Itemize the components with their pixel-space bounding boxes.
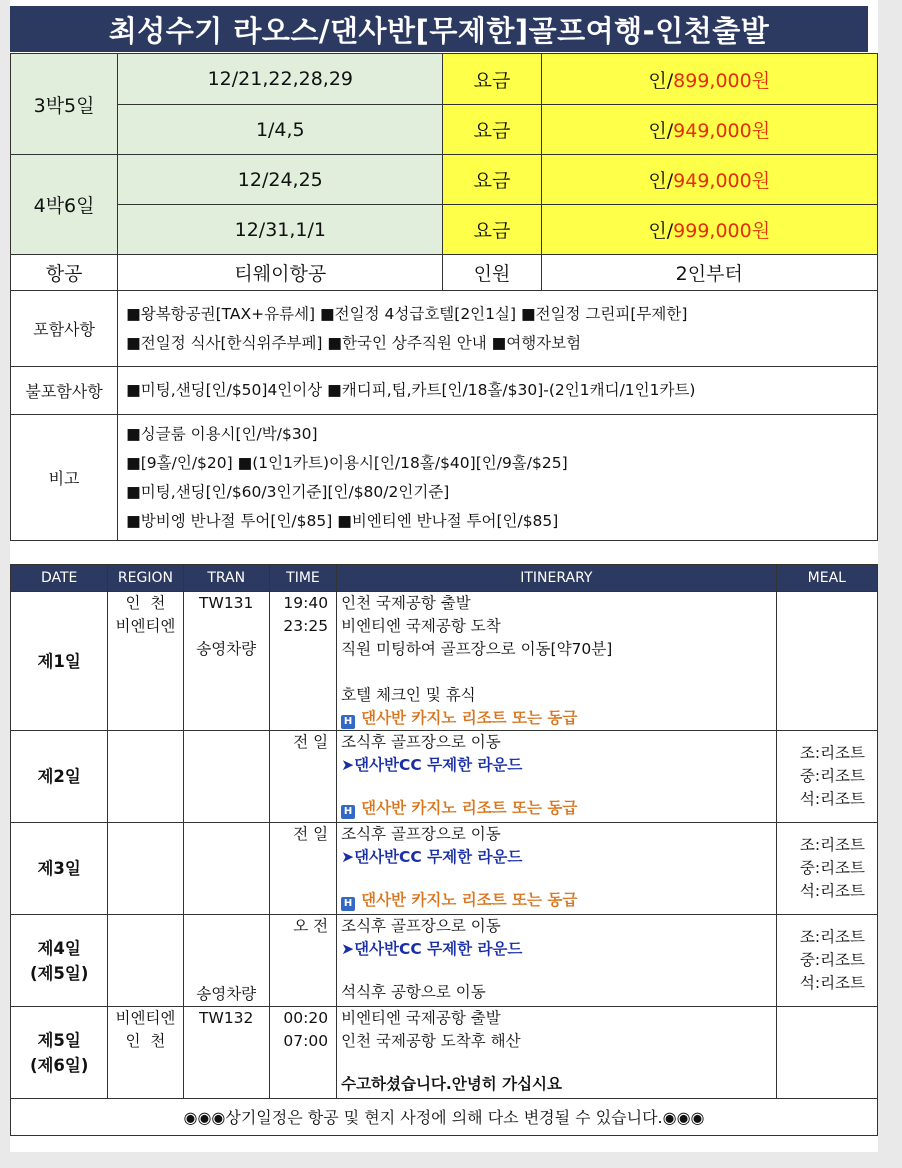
meal-line: 중:리조트 [799, 951, 865, 969]
itinerary-line: 인천 국제공항 도착후 해산 [341, 1032, 521, 1050]
itinerary-line: 조식후 골프장으로 이동 [341, 825, 501, 843]
day-label: 제2일 [11, 731, 108, 823]
region-line: 비엔티엔 [115, 617, 176, 635]
tran-cell [183, 823, 269, 915]
itinerary-cell [337, 823, 777, 915]
region-cell [108, 592, 183, 731]
hotel-name: 댄사반 카지노 리조트 또는 동급 [361, 891, 578, 909]
day-row [11, 1007, 878, 1099]
day-row [11, 592, 878, 731]
itinerary-cell [337, 731, 777, 823]
hotel-line [341, 889, 776, 912]
header-region: REGION [108, 565, 183, 592]
itinerary-line: 조식후 골프장으로 이동 [341, 733, 501, 751]
golf-line: ➤댄사반CC 무제한 라운드 [341, 848, 523, 866]
duration-cell: 3박5일 [11, 54, 118, 155]
pax-label: 인원 [443, 255, 541, 291]
meal-line: 석:리조트 [799, 790, 865, 808]
price-cell [541, 54, 878, 105]
departure-dates: 1/4,5 [118, 105, 443, 155]
meal-cell [776, 731, 877, 823]
tran-cell [183, 915, 269, 1007]
time-line: 23:25 [283, 617, 329, 635]
golf-line: ➤댄사반CC 무제한 라운드 [341, 940, 523, 958]
tran-line: 송영차량 [196, 985, 257, 1003]
meal-cell [776, 915, 877, 1007]
notes-list [118, 415, 878, 541]
itinerary-cell [337, 1007, 777, 1099]
hotel-icon: H [341, 805, 355, 819]
time-line: 전 일 [293, 733, 329, 751]
itinerary-line: 석식후 공항으로 이동 [341, 983, 486, 1001]
itinerary-line: 호텔 체크인 및 휴식 [341, 686, 476, 704]
hotel-icon: H [341, 715, 355, 729]
tran-line [184, 615, 269, 638]
itinerary-line: 조식후 골프장으로 이동 [341, 917, 501, 935]
airline-value: 티웨이항공 [118, 255, 443, 291]
meal-line: 중:리조트 [799, 859, 865, 877]
fee-label: 요금 [443, 155, 541, 205]
price-table [10, 53, 878, 541]
meal-cell [776, 592, 877, 731]
region-cell [108, 731, 183, 823]
meal-line: 석:리조트 [799, 974, 865, 992]
page-title: 최성수기 라오스/댄사반[무제한]골프여행-인천출발 [10, 6, 868, 52]
region-line: 비엔티엔 [115, 1009, 176, 1027]
meal-cell [776, 823, 877, 915]
header-tran: TRAN [183, 565, 269, 592]
day-row [11, 731, 878, 823]
region-cell [108, 915, 183, 1007]
airline-label: 항공 [11, 255, 118, 291]
header-itinerary: ITINERARY [337, 565, 777, 592]
duration-cell: 4박6일 [11, 155, 118, 255]
fee-label: 요금 [443, 54, 541, 105]
header-date: DATE [11, 565, 108, 592]
fee-label: 요금 [443, 105, 541, 155]
time-cell [269, 915, 336, 1007]
footer-notice: ◉◉◉상기일정은 항공 및 현지 사정에 의해 다소 변경될 수 있습니다.◉◉◉ [11, 1099, 878, 1136]
day-label [11, 1007, 108, 1099]
time-cell [269, 592, 336, 731]
price-amount: 949,000원 [673, 120, 771, 142]
meal-cell [776, 1007, 877, 1099]
notes-label: 비고 [11, 415, 118, 541]
day-label: 제3일 [11, 823, 108, 915]
included-line: ■전일정 식사[한식위주부페] ■한국인 상주직원 안내 ■여행자보험 [126, 333, 582, 352]
excluded-label: 불포함사항 [11, 367, 118, 415]
fee-label: 요금 [443, 205, 541, 255]
meal-line: 석:리조트 [799, 882, 865, 900]
departure-dates: 12/21,22,28,29 [118, 54, 443, 105]
time-line: 00:20 [283, 1009, 329, 1027]
region-cell [108, 1007, 183, 1099]
region-line: 인 천 [125, 594, 166, 612]
tran-cell [183, 592, 269, 731]
itinerary-line: 비엔티엔 국제공항 도착 [341, 617, 501, 635]
day-subtitle: (제5일) [29, 963, 89, 983]
header-meal: MEAL [776, 565, 877, 592]
tran-cell [183, 731, 269, 823]
included-line: ■왕복항공권[TAX+유류세] ■전일정 4성급호텔[2인1실] ■전일정 그린피[무제한] [126, 304, 688, 323]
closing-line: 수고하셨습니다.안녕히 가십시요 [341, 1075, 563, 1093]
hotel-line [341, 797, 776, 820]
notes-line: ■[9홀/인/$20] ■(1인1카트)이용시[인/18홀/$40][인/9홀/$25] [126, 453, 568, 472]
day-title: 제4일 [37, 938, 81, 958]
tran-line: TW131 [199, 594, 254, 612]
itinerary-line: 비엔티엔 국제공항 출발 [341, 1009, 501, 1027]
itinerary-line [341, 661, 776, 684]
included-list [118, 291, 878, 367]
excluded-line: ■미팅,샌딩[인/$50]4인이상 ■캐디피,팁,카트[인/18홀/$30]-(2인1캐디/1인1카트) [126, 381, 696, 399]
itinerary-line: 인천 국제공항 출발 [341, 594, 471, 612]
day-label [11, 915, 108, 1007]
departure-dates: 12/24,25 [118, 155, 443, 205]
notes-line: ■미팅,샌딩[인/$60/3인기준][인/$80/2인기준] [126, 482, 450, 501]
price-cell [541, 155, 878, 205]
pax-value: 2인부터 [541, 255, 878, 291]
price-prefix: 인/ [648, 170, 674, 192]
day-title: 제5일 [37, 1030, 81, 1050]
golf-line: ➤댄사반CC 무제한 라운드 [341, 756, 523, 774]
day-subtitle: (제6일) [29, 1055, 89, 1075]
price-amount: 949,000원 [673, 170, 771, 192]
day-label: 제1일 [11, 592, 108, 731]
tran-cell [183, 1007, 269, 1099]
hotel-icon: H [341, 897, 355, 911]
time-line: 전 일 [293, 825, 329, 843]
included-label: 포함사항 [11, 291, 118, 367]
price-cell [541, 105, 878, 155]
day-row [11, 915, 878, 1007]
time-line: 오 전 [293, 917, 329, 935]
time-cell [269, 823, 336, 915]
price-amount: 999,000원 [673, 220, 771, 242]
time-cell [269, 1007, 336, 1099]
notes-line: ■방비엥 반나절 투어[인/$85] ■비엔티엔 반나절 투어[인/$85] [126, 511, 559, 530]
meal-line: 조:리조트 [799, 836, 865, 854]
price-cell [541, 205, 878, 255]
itinerary-table [10, 564, 878, 1136]
time-line: 07:00 [283, 1032, 329, 1050]
price-prefix: 인/ [648, 69, 674, 92]
meal-line: 중:리조트 [799, 767, 865, 785]
price-prefix: 인/ [648, 220, 674, 242]
header-time: TIME [269, 565, 336, 592]
itinerary-cell [337, 592, 777, 731]
meal-line: 조:리조트 [799, 744, 865, 762]
hotel-line [341, 707, 776, 730]
region-line: 인 천 [125, 1032, 166, 1050]
hotel-name: 댄사반 카지노 리조트 또는 동급 [361, 799, 578, 817]
meal-line: 조:리조트 [799, 928, 865, 946]
hotel-name: 댄사반 카지노 리조트 또는 동급 [361, 709, 578, 727]
itinerary-cell [337, 915, 777, 1007]
departure-dates: 12/31,1/1 [118, 205, 443, 255]
excluded-list [118, 367, 878, 415]
tran-line: TW132 [199, 1009, 254, 1027]
itinerary-line: 직원 미팅하여 골프장으로 이동[약70분] [341, 640, 613, 658]
time-line: 19:40 [283, 594, 329, 612]
time-cell [269, 731, 336, 823]
region-cell [108, 823, 183, 915]
day-row [11, 823, 878, 915]
tran-line: 송영차량 [196, 640, 257, 658]
price-amount: 899,000원 [673, 69, 771, 92]
price-prefix: 인/ [648, 120, 674, 142]
notes-line: ■싱글룸 이용시[인/박/$30] [126, 424, 318, 443]
